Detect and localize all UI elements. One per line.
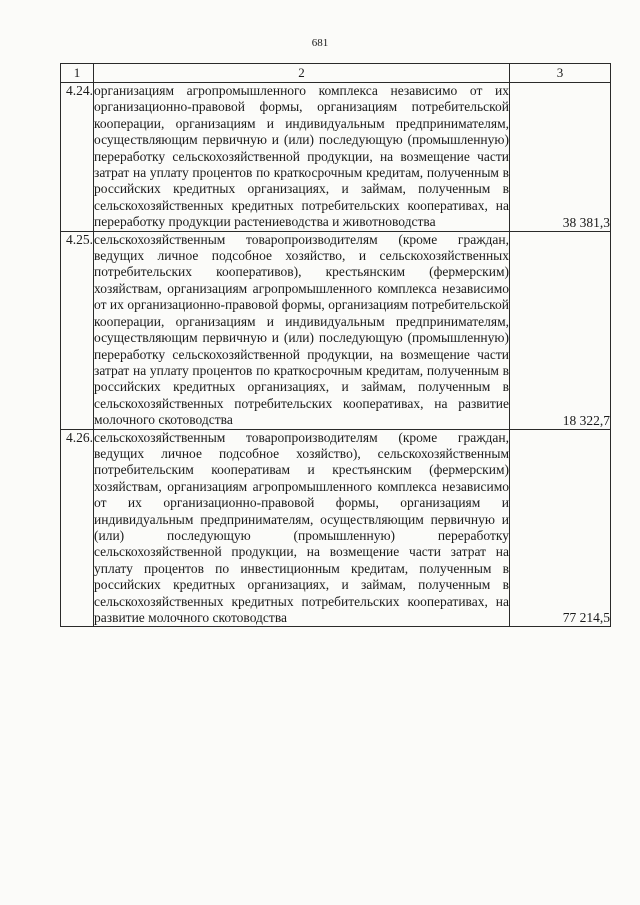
row-description: организациям агропромышленного комплекса независимо от их организационно-правовой формы, организациям потребительской кооперации, организациям и индивидуальным предпринимателям, осуществляющим первичную и (или) последующую (промышленную) переработку сельскохозяйственной продукции, на возмещение части затрат на уплату процентов по краткосрочным кредитам, полученным в российских кредитных организациях, и займам, полученным в сельскохозяйственных кредитных потребительских кооперативах, на переработку продукции растениеводства и животноводства — [94, 83, 509, 230]
column-header-2: 2 — [94, 64, 510, 83]
row-amount: 18 322,7 — [510, 231, 611, 429]
table-row — [61, 83, 611, 232]
row-description: сельскохозяйственным товаропроизводителям (кроме граждан, ведущих личное подсобное хозяйство), сельскохозяйственным потребительским кооперативам и крестьянским (фермерским) хозяйствам, организациям агропромышленного комплекса независимо от их организационно-правовой формы, организациям и индивидуальным предпринимателям, осуществляющим первичную и (или) последующую (промышленную) переработку сельскохозяйственной продукции, на возмещение части затрат на уплату процентов по инвестиционным кредитам, полученным в российских кредитных организациях, и займам, полученным в сельскохозяйственных кредитных потребительских кооперативах, на развитие молочного скотоводства — [94, 429, 509, 625]
row-number: 4.26. — [61, 429, 94, 627]
row-description: сельскохозяйственным товаропроизводителям (кроме граждан, ведущих личное подсобное хозяйство, и сельскохозяйственных потребительских кооперативов), крестьянским (фермерским) хозяйствам, организациям агропромышленного комплекса независимо от их организационно-правовой формы, организациям потребительской кооперации, организациям и индивидуальным предпринимателям, осуществляющим первичную и (или) последующую (промышленную) переработку сельскохозяйственной продукции, на возмещение части затрат на уплату процентов по краткосрочным кредитам, полученным в российских кредитных организациях, и займам, полученным в сельскохозяйственных потребительских кооперативах, на развитие молочного скотоводства — [94, 231, 509, 428]
column-header-1: 1 — [61, 64, 94, 83]
page-number: 681 — [311, 37, 329, 49]
row-number: 4.24. — [61, 83, 94, 232]
row-amount: 38 381,3 — [510, 83, 611, 232]
column-header-3: 3 — [510, 64, 611, 83]
table-header — [61, 64, 611, 83]
table-row — [61, 429, 611, 627]
table-row — [61, 231, 611, 429]
row-number: 4.25. — [61, 231, 94, 429]
row-amount: 77 214,5 — [510, 429, 611, 627]
budget-table — [60, 63, 611, 627]
